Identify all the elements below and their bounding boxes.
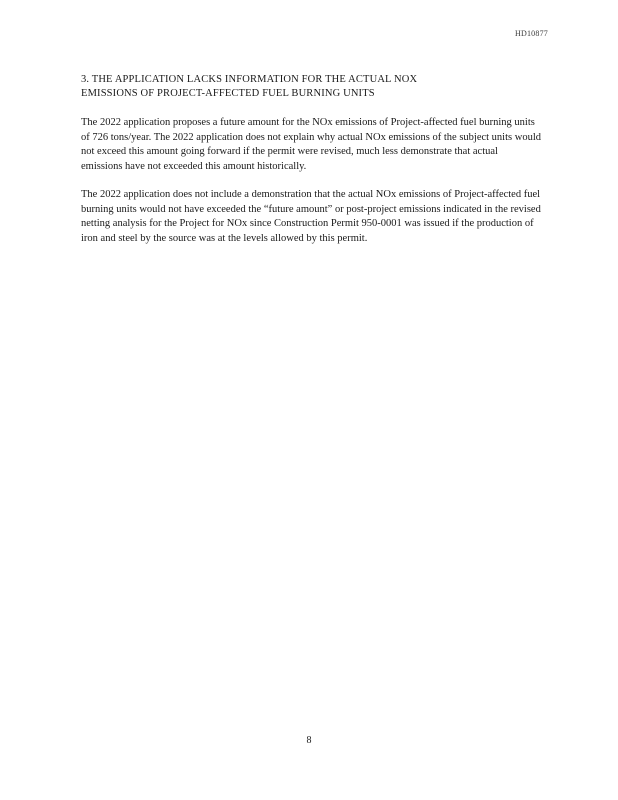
section-heading-line-1: 3. THE APPLICATION LACKS INFORMATION FOR THE ACTUAL NOX xyxy=(81,74,418,85)
paragraph-demonstration: The 2022 application does not include a demonstration that the actual NOx emissions of Project-affected fuel burning units would not have exceeded the “future amount” or post-project emissions indicated in the revised netting analysis for the Project for NOx since Construction Permit 950-0001 was issued if the production of iron and steel by the source was at the levels allowed by this permit. xyxy=(81,189,541,244)
document-id: HD10877 xyxy=(515,29,548,38)
section-heading xyxy=(81,73,541,101)
page-content xyxy=(81,73,541,260)
page-number: 8 xyxy=(306,735,312,746)
section-heading-line-2: EMISSIONS OF PROJECT-AFFECTED FUEL BURNING UNITS xyxy=(81,88,375,99)
paragraph-future-amount: The 2022 application proposes a future amount for the NOx emissions of Project-affected fuel burning units of 726 tons/year. The 2022 application does not explain why actual NOx emissions of the subject units would not exceed this amount going forward if the permit were revised, much less demonstrate that actual emissions have not exceeded this amount historically. xyxy=(81,117,541,172)
